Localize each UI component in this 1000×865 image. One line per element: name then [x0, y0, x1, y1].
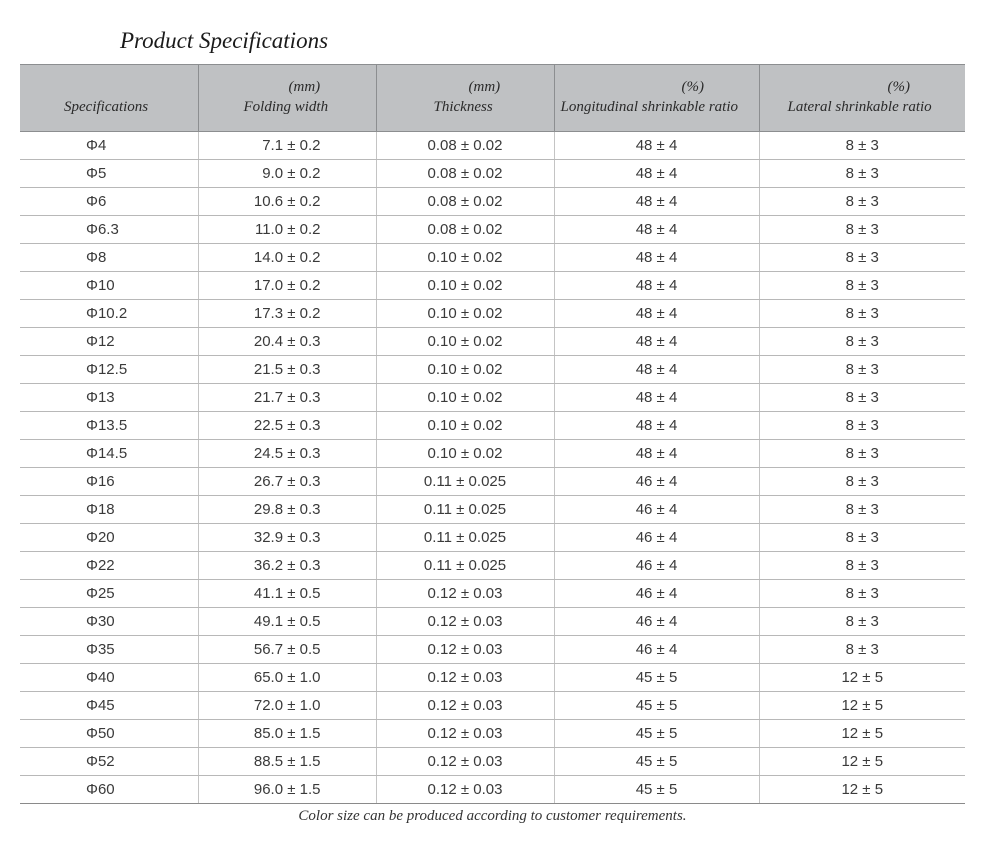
longitudinal-cell: 45 ± 5 — [554, 720, 759, 748]
spec-cell: Φ18 — [20, 496, 198, 524]
folding-width-cell: 7.1 ± 0.2 — [198, 132, 376, 160]
table-row — [20, 244, 965, 272]
folding-width-cell: 17.0 ± 0.2 — [198, 272, 376, 300]
lateral-cell: 8 ± 3 — [759, 412, 965, 440]
footnote: Color size can be produced according to customer requirements. — [298, 808, 687, 824]
spec-cell: Φ5 — [20, 160, 198, 188]
thickness-cell: 0.10 ± 0.02 — [376, 272, 554, 300]
longitudinal-cell: 45 ± 5 — [554, 692, 759, 720]
table-row — [20, 776, 965, 804]
lateral-cell: 8 ± 3 — [759, 552, 965, 580]
header-unit: (mm) — [288, 79, 321, 95]
table-row — [20, 580, 965, 608]
thickness-cell: 0.08 ± 0.02 — [376, 216, 554, 244]
folding-width-cell: 17.3 ± 0.2 — [198, 300, 376, 328]
table-row — [20, 608, 965, 636]
header-label: Lateral shrinkable ratio — [787, 99, 932, 115]
table-row — [20, 440, 965, 468]
thickness-cell: 0.10 ± 0.02 — [376, 244, 554, 272]
table-row — [20, 748, 965, 776]
header-label: Specifications — [64, 99, 149, 115]
spec-cell: Φ40 — [20, 664, 198, 692]
spec-cell: Φ13.5 — [20, 412, 198, 440]
lateral-cell: 8 ± 3 — [759, 496, 965, 524]
thickness-cell: 0.10 ± 0.02 — [376, 412, 554, 440]
lateral-cell: 8 ± 3 — [759, 244, 965, 272]
table-row — [20, 720, 965, 748]
thickness-cell: 0.10 ± 0.02 — [376, 300, 554, 328]
table-row — [20, 216, 965, 244]
folding-width-cell: 14.0 ± 0.2 — [198, 244, 376, 272]
longitudinal-cell: 46 ± 4 — [554, 580, 759, 608]
lateral-cell: 8 ± 3 — [759, 132, 965, 160]
lateral-cell: 8 ± 3 — [759, 356, 965, 384]
lateral-cell: 8 ± 3 — [759, 524, 965, 552]
thickness-cell: 0.12 ± 0.03 — [376, 776, 554, 804]
thickness-cell: 0.10 ± 0.02 — [376, 328, 554, 356]
spec-cell: Φ13 — [20, 384, 198, 412]
folding-width-cell: 11.0 ± 0.2 — [198, 216, 376, 244]
longitudinal-cell: 48 ± 4 — [554, 440, 759, 468]
longitudinal-cell: 48 ± 4 — [554, 412, 759, 440]
folding-width-cell: 21.7 ± 0.3 — [198, 384, 376, 412]
folding-width-cell: 9.0 ± 0.2 — [198, 160, 376, 188]
longitudinal-cell: 45 ± 5 — [554, 776, 759, 804]
folding-width-cell: 85.0 ± 1.5 — [198, 720, 376, 748]
table-row — [20, 160, 965, 188]
folding-width-cell: 22.5 ± 0.3 — [198, 412, 376, 440]
longitudinal-cell: 48 ± 4 — [554, 384, 759, 412]
spec-cell: Φ14.5 — [20, 440, 198, 468]
folding-width-cell: 41.1 ± 0.5 — [198, 580, 376, 608]
thickness-cell: 0.12 ± 0.03 — [376, 748, 554, 776]
spec-cell: Φ12.5 — [20, 356, 198, 384]
folding-width-cell: 10.6 ± 0.2 — [198, 188, 376, 216]
longitudinal-cell: 46 ± 4 — [554, 496, 759, 524]
spec-cell: Φ8 — [20, 244, 198, 272]
header-lateral-ratio — [759, 65, 965, 132]
lateral-cell: 8 ± 3 — [759, 188, 965, 216]
table-body — [20, 132, 965, 804]
lateral-cell: 8 ± 3 — [759, 160, 965, 188]
header-unit: (%) — [681, 79, 704, 95]
lateral-cell: 8 ± 3 — [759, 216, 965, 244]
spec-cell: Φ45 — [20, 692, 198, 720]
lateral-cell: 12 ± 5 — [759, 748, 965, 776]
table-row — [20, 468, 965, 496]
table-row — [20, 496, 965, 524]
table-row — [20, 132, 965, 160]
spec-cell: Φ6 — [20, 188, 198, 216]
table-row — [20, 692, 965, 720]
table-row — [20, 384, 965, 412]
folding-width-cell: 96.0 ± 1.5 — [198, 776, 376, 804]
thickness-cell: 0.10 ± 0.02 — [376, 384, 554, 412]
table-row — [20, 524, 965, 552]
lateral-cell: 12 ± 5 — [759, 776, 965, 804]
folding-width-cell: 65.0 ± 1.0 — [198, 664, 376, 692]
lateral-cell: 8 ± 3 — [759, 580, 965, 608]
folding-width-cell: 36.2 ± 0.3 — [198, 552, 376, 580]
spec-cell: Φ35 — [20, 636, 198, 664]
table-row — [20, 300, 965, 328]
spec-cell: Φ10 — [20, 272, 198, 300]
folding-width-cell: 24.5 ± 0.3 — [198, 440, 376, 468]
longitudinal-cell: 48 ± 4 — [554, 244, 759, 272]
header-label: Longitudinal shrinkable ratio — [560, 99, 739, 115]
spec-cell: Φ6.3 — [20, 216, 198, 244]
longitudinal-cell: 45 ± 5 — [554, 748, 759, 776]
header-folding-width — [198, 65, 376, 132]
table-row — [20, 664, 965, 692]
folding-width-cell: 26.7 ± 0.3 — [198, 468, 376, 496]
page-title: Product Specifications — [120, 28, 329, 53]
longitudinal-cell: 48 ± 4 — [554, 272, 759, 300]
folding-width-cell: 49.1 ± 0.5 — [198, 608, 376, 636]
spec-cell: Φ50 — [20, 720, 198, 748]
lateral-cell: 8 ± 3 — [759, 440, 965, 468]
table-row — [20, 412, 965, 440]
thickness-cell: 0.10 ± 0.02 — [376, 440, 554, 468]
longitudinal-cell: 48 ± 4 — [554, 160, 759, 188]
longitudinal-cell: 45 ± 5 — [554, 664, 759, 692]
header-specifications — [20, 65, 198, 132]
spec-table — [20, 64, 965, 804]
lateral-cell: 8 ± 3 — [759, 636, 965, 664]
header-thickness — [376, 65, 554, 132]
lateral-cell: 8 ± 3 — [759, 608, 965, 636]
longitudinal-cell: 46 ± 4 — [554, 552, 759, 580]
lateral-cell: 8 ± 3 — [759, 328, 965, 356]
thickness-cell: 0.08 ± 0.02 — [376, 160, 554, 188]
thickness-cell: 0.11 ± 0.025 — [376, 552, 554, 580]
longitudinal-cell: 46 ± 4 — [554, 524, 759, 552]
longitudinal-cell: 46 ± 4 — [554, 608, 759, 636]
longitudinal-cell: 48 ± 4 — [554, 216, 759, 244]
header-label: Thickness — [433, 99, 493, 115]
header-unit: (mm) — [468, 79, 501, 95]
lateral-cell: 8 ± 3 — [759, 468, 965, 496]
thickness-cell: 0.10 ± 0.02 — [376, 356, 554, 384]
folding-width-cell: 21.5 ± 0.3 — [198, 356, 376, 384]
table-row — [20, 356, 965, 384]
header-longitudinal-ratio — [554, 65, 759, 132]
thickness-cell: 0.11 ± 0.025 — [376, 496, 554, 524]
thickness-cell: 0.12 ± 0.03 — [376, 636, 554, 664]
thickness-cell: 0.11 ± 0.025 — [376, 524, 554, 552]
thickness-cell: 0.12 ± 0.03 — [376, 664, 554, 692]
longitudinal-cell: 48 ± 4 — [554, 328, 759, 356]
longitudinal-cell: 48 ± 4 — [554, 356, 759, 384]
thickness-cell: 0.08 ± 0.02 — [376, 188, 554, 216]
folding-width-cell: 72.0 ± 1.0 — [198, 692, 376, 720]
longitudinal-cell: 46 ± 4 — [554, 468, 759, 496]
spec-cell: Φ25 — [20, 580, 198, 608]
spec-cell: Φ12 — [20, 328, 198, 356]
header-row — [20, 65, 965, 132]
spec-cell: Φ22 — [20, 552, 198, 580]
longitudinal-cell: 46 ± 4 — [554, 636, 759, 664]
header-unit: (%) — [887, 79, 910, 95]
spec-cell: Φ10.2 — [20, 300, 198, 328]
lateral-cell: 12 ± 5 — [759, 720, 965, 748]
table-row — [20, 552, 965, 580]
thickness-cell: 0.12 ± 0.03 — [376, 580, 554, 608]
folding-width-cell: 32.9 ± 0.3 — [198, 524, 376, 552]
folding-width-cell: 88.5 ± 1.5 — [198, 748, 376, 776]
longitudinal-cell: 48 ± 4 — [554, 300, 759, 328]
thickness-cell: 0.12 ± 0.03 — [376, 692, 554, 720]
lateral-cell: 8 ± 3 — [759, 272, 965, 300]
lateral-cell: 8 ± 3 — [759, 300, 965, 328]
spec-cell: Φ4 — [20, 132, 198, 160]
folding-width-cell: 56.7 ± 0.5 — [198, 636, 376, 664]
lateral-cell: 12 ± 5 — [759, 664, 965, 692]
spec-cell: Φ20 — [20, 524, 198, 552]
spec-cell: Φ60 — [20, 776, 198, 804]
spec-cell: Φ16 — [20, 468, 198, 496]
lateral-cell: 8 ± 3 — [759, 384, 965, 412]
thickness-cell: 0.11 ± 0.025 — [376, 468, 554, 496]
longitudinal-cell: 48 ± 4 — [554, 188, 759, 216]
thickness-cell: 0.12 ± 0.03 — [376, 720, 554, 748]
table-row — [20, 328, 965, 356]
header-label: Folding width — [243, 99, 329, 115]
spec-cell: Φ30 — [20, 608, 198, 636]
folding-width-cell: 20.4 ± 0.3 — [198, 328, 376, 356]
table-row — [20, 272, 965, 300]
table-row — [20, 188, 965, 216]
lateral-cell: 12 ± 5 — [759, 692, 965, 720]
table-row — [20, 636, 965, 664]
thickness-cell: 0.12 ± 0.03 — [376, 608, 554, 636]
longitudinal-cell: 48 ± 4 — [554, 132, 759, 160]
spec-cell: Φ52 — [20, 748, 198, 776]
thickness-cell: 0.08 ± 0.02 — [376, 132, 554, 160]
folding-width-cell: 29.8 ± 0.3 — [198, 496, 376, 524]
